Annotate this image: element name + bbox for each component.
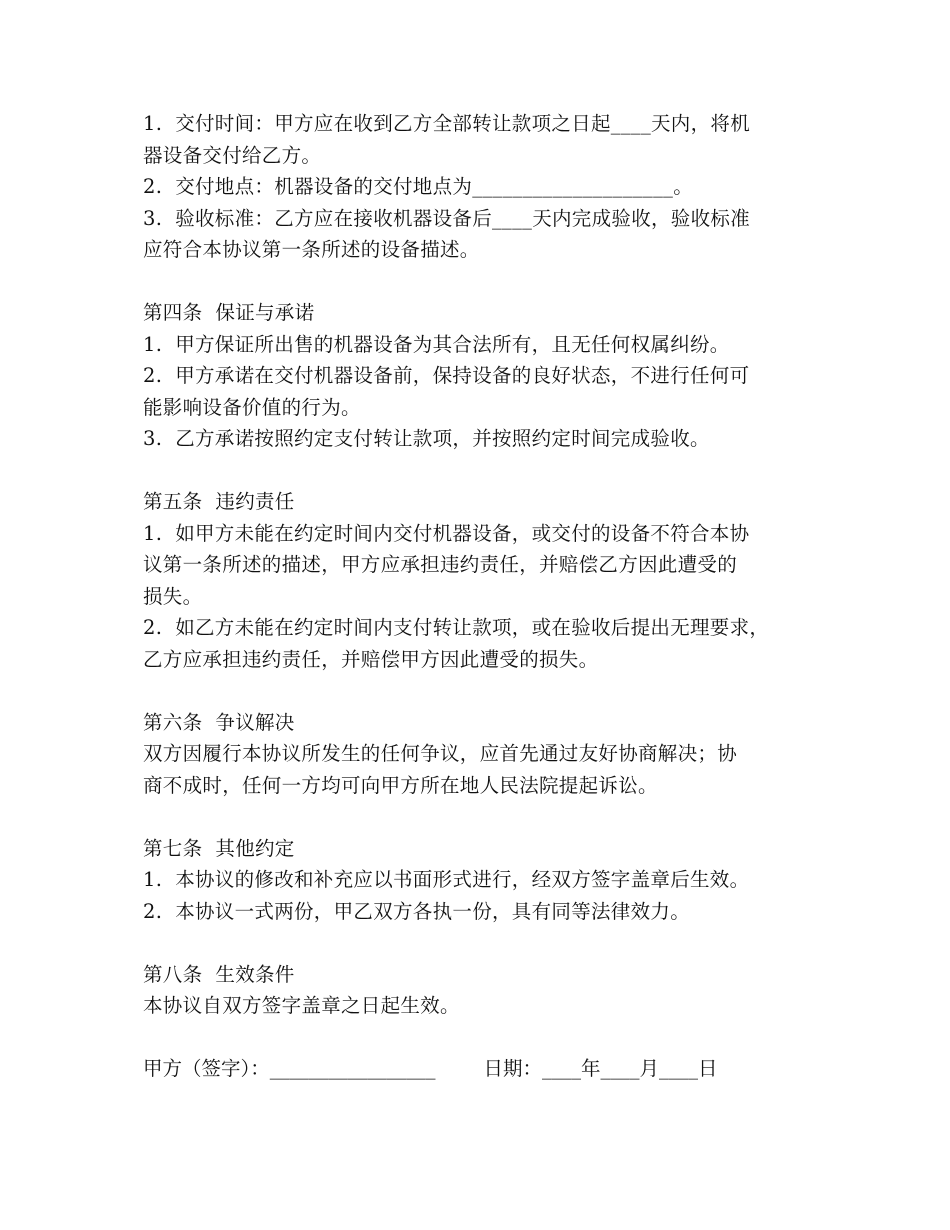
- article-6-title: 第六条 争议解决: [143, 710, 295, 734]
- article-7-line: 2. 本协议一式两份，甲乙双方各执一份，具有同等法律效力。: [143, 899, 691, 923]
- article-4-line: 能影响设备价值的行为。: [143, 395, 361, 419]
- article-8-title: 第八条 生效条件: [143, 962, 295, 986]
- article-5-line: 2. 如乙方未能在约定时间内支付转让款项，或在验收后提出无理要求，: [143, 616, 770, 639]
- article-5-title: 第五条 违约责任: [143, 490, 295, 513]
- article-6-line: 商不成时，任何一方均可向甲方所在地人民法院提起诉讼。: [143, 773, 658, 797]
- article-4-title: 第四条 保证与承诺: [143, 301, 315, 324]
- delivery-time-line-2: 器设备交付给乙方。: [143, 143, 322, 167]
- party-a-signature: 甲方（签字）：_________________: [143, 1057, 436, 1080]
- article-5-line: 乙方应承担违约责任，并赔偿甲方因此遭受的损失。: [143, 647, 599, 671]
- document-page: [143, 108, 833, 1085]
- article-6-line: 双方因履行本协议所发生的任何争议，应首先通过友好协商解决；协: [143, 742, 738, 765]
- signature-date: 日期：____年____月____日: [483, 1057, 718, 1080]
- article-7-line: 1. 本协议的修改和补充应以书面形式进行，经双方签字盖章后生效。: [143, 868, 750, 891]
- signature-row: [143, 1053, 833, 1085]
- article-7-title: 第七条 其他约定: [143, 836, 295, 860]
- delivery-time-line-1: 1. 交付时间：甲方应在收到乙方全部转让款项之日起____天内，将机: [143, 112, 751, 135]
- article-5-line: 议第一条所述的描述，甲方应承担违约责任，并赔偿乙方因此遭受的: [143, 553, 738, 576]
- article-4-line: 2. 甲方承诺在交付机器设备前，保持设备的良好状态，不进行任何可: [143, 364, 750, 387]
- acceptance-standard-line-2: 应符合本协议第一条所述的设备描述。: [143, 238, 480, 261]
- article-5-line: 损失。: [143, 584, 203, 608]
- article-4-line: 1. 甲方保证所出售的机器设备为其合法所有，且无任何权属纠纷。: [143, 332, 730, 356]
- article-8-line: 本协议自双方签字盖章之日起生效。: [143, 994, 460, 1017]
- article-5-line: 1. 如甲方未能在约定时间内交付机器设备，或交付的设备不符合本协: [143, 521, 750, 545]
- delivery-place-line: 2. 交付地点：机器设备的交付地点为____________________。: [143, 175, 694, 198]
- acceptance-standard-line-1: 3. 验收标准：乙方应在接收机器设备后____天内完成验收，验收标准: [143, 206, 751, 230]
- article-4-line: 3. 乙方承诺按照约定支付转让款项，并按照约定时间完成验收。: [143, 427, 710, 450]
